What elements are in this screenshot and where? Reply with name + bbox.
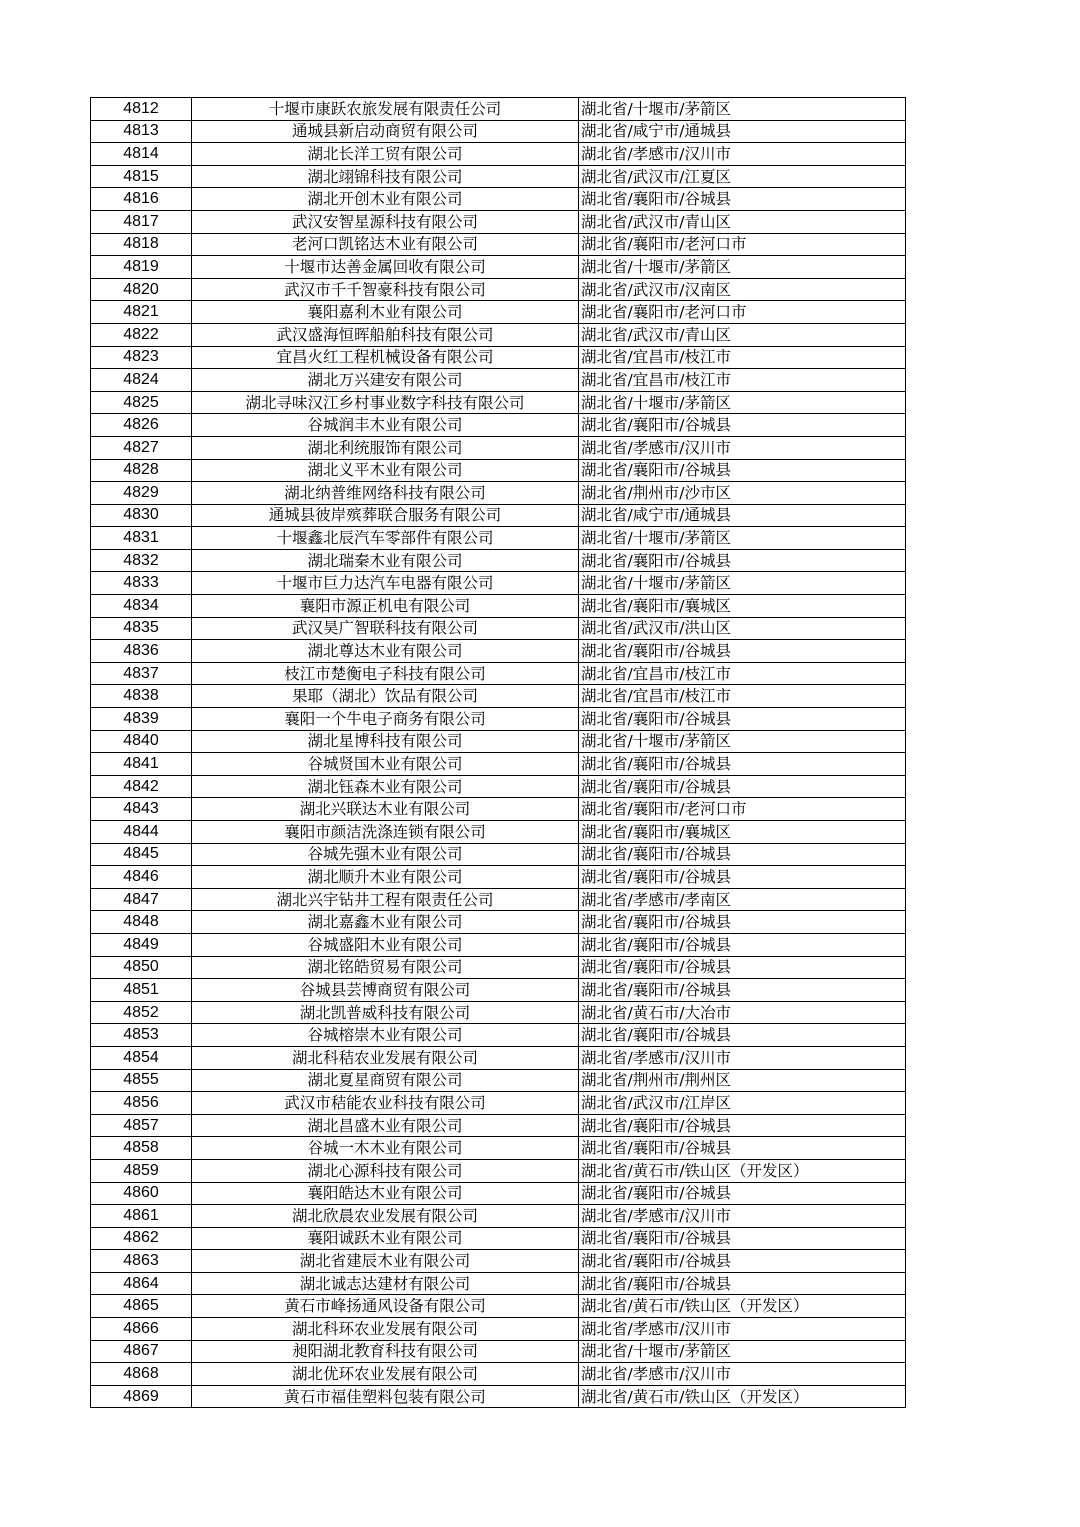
table-row <box>91 459 906 482</box>
region-cell: 湖北省/襄阳市/老河口市 <box>579 301 906 324</box>
table-row <box>91 1137 906 1160</box>
row-number-cell: 4843 <box>91 798 192 821</box>
region-cell: 湖北省/襄阳市/谷城县 <box>579 1250 906 1273</box>
row-number-cell: 4842 <box>91 775 192 798</box>
row-number-cell: 4832 <box>91 549 192 572</box>
company-name-cell: 襄阳市源正机电有限公司 <box>192 595 579 618</box>
company-name-cell: 湖北翊锦科技有限公司 <box>192 165 579 188</box>
table-row <box>91 369 906 392</box>
company-name-cell: 十堰市达善金属回收有限公司 <box>192 256 579 279</box>
region-cell: 湖北省/襄阳市/谷城县 <box>579 640 906 663</box>
company-name-cell: 湖北顺升木业有限公司 <box>192 866 579 889</box>
table-row <box>91 595 906 618</box>
row-number-cell: 4865 <box>91 1295 192 1318</box>
table-row <box>91 278 906 301</box>
row-number-cell: 4866 <box>91 1318 192 1341</box>
company-name-cell: 谷城县芸博商贸有限公司 <box>192 979 579 1002</box>
company-name-cell: 湖北科秸农业发展有限公司 <box>192 1046 579 1069</box>
table-row <box>91 821 906 844</box>
region-cell: 湖北省/宜昌市/枝江市 <box>579 662 906 685</box>
row-number-cell: 4823 <box>91 346 192 369</box>
region-cell: 湖北省/孝感市/汉川市 <box>579 1363 906 1386</box>
row-number-cell: 4844 <box>91 821 192 844</box>
company-name-cell: 湖北兴宇钻井工程有限责任公司 <box>192 888 579 911</box>
region-cell: 湖北省/襄阳市/谷城县 <box>579 1024 906 1047</box>
table-row <box>91 1385 906 1408</box>
region-cell: 湖北省/武汉市/青山区 <box>579 323 906 346</box>
region-cell: 湖北省/襄阳市/谷城县 <box>579 708 906 731</box>
region-cell: 湖北省/宜昌市/枝江市 <box>579 346 906 369</box>
row-number-cell: 4817 <box>91 210 192 233</box>
region-cell: 湖北省/襄阳市/谷城县 <box>579 188 906 211</box>
row-number-cell: 4856 <box>91 1092 192 1115</box>
row-number-cell: 4814 <box>91 143 192 166</box>
table-row <box>91 798 906 821</box>
table-row <box>91 956 906 979</box>
row-number-cell: 4848 <box>91 911 192 934</box>
region-cell: 湖北省/十堰市/茅箭区 <box>579 730 906 753</box>
table-row <box>91 549 906 572</box>
region-cell: 湖北省/十堰市/茅箭区 <box>579 256 906 279</box>
table-row <box>91 911 906 934</box>
region-cell: 湖北省/襄阳市/谷城县 <box>579 1227 906 1250</box>
table-row <box>91 979 906 1002</box>
table-row <box>91 753 906 776</box>
region-cell: 湖北省/十堰市/茅箭区 <box>579 98 906 121</box>
company-name-cell: 谷城一木木业有限公司 <box>192 1137 579 1160</box>
row-number-cell: 4854 <box>91 1046 192 1069</box>
region-cell: 湖北省/荆州市/荆州区 <box>579 1069 906 1092</box>
company-name-cell: 湖北凯普威科技有限公司 <box>192 1001 579 1024</box>
table-row <box>91 143 906 166</box>
table-row <box>91 1295 906 1318</box>
company-name-cell: 湖北义平木业有限公司 <box>192 459 579 482</box>
table-row <box>91 1250 906 1273</box>
region-cell: 湖北省/襄阳市/谷城县 <box>579 1137 906 1160</box>
table-row <box>91 1069 906 1092</box>
table-row <box>91 233 906 256</box>
table-row <box>91 1001 906 1024</box>
region-cell: 湖北省/襄阳市/襄城区 <box>579 595 906 618</box>
company-name-cell: 湖北诚志达建材有限公司 <box>192 1272 579 1295</box>
region-cell: 湖北省/襄阳市/老河口市 <box>579 798 906 821</box>
table-row <box>91 1340 906 1363</box>
row-number-cell: 4869 <box>91 1385 192 1408</box>
table-row <box>91 1092 906 1115</box>
row-number-cell: 4853 <box>91 1024 192 1047</box>
region-cell: 湖北省/黄石市/铁山区（开发区） <box>579 1385 906 1408</box>
row-number-cell: 4860 <box>91 1182 192 1205</box>
company-name-cell: 枝江市楚衡电子科技有限公司 <box>192 662 579 685</box>
region-cell: 湖北省/武汉市/江夏区 <box>579 165 906 188</box>
row-number-cell: 4833 <box>91 572 192 595</box>
company-name-cell: 湖北夏星商贸有限公司 <box>192 1069 579 1092</box>
region-cell: 湖北省/咸宁市/通城县 <box>579 120 906 143</box>
company-name-cell: 湖北尊达木业有限公司 <box>192 640 579 663</box>
table-row <box>91 414 906 437</box>
row-number-cell: 4849 <box>91 933 192 956</box>
company-name-cell: 湖北嘉鑫木业有限公司 <box>192 911 579 934</box>
table-row <box>91 301 906 324</box>
table-row <box>91 1318 906 1341</box>
table-row <box>91 1114 906 1137</box>
row-number-cell: 4828 <box>91 459 192 482</box>
region-cell: 湖北省/襄阳市/谷城县 <box>579 911 906 934</box>
company-name-cell: 武汉市秸能农业科技有限公司 <box>192 1092 579 1115</box>
table-row <box>91 888 906 911</box>
table-row <box>91 210 906 233</box>
row-number-cell: 4863 <box>91 1250 192 1273</box>
company-name-cell: 湖北科环农业发展有限公司 <box>192 1318 579 1341</box>
row-number-cell: 4818 <box>91 233 192 256</box>
company-name-cell: 襄阳诚跃木业有限公司 <box>192 1227 579 1250</box>
table-row <box>91 1182 906 1205</box>
company-name-cell: 湖北利统服饰有限公司 <box>192 436 579 459</box>
region-cell: 湖北省/襄阳市/谷城县 <box>579 933 906 956</box>
row-number-cell: 4841 <box>91 753 192 776</box>
row-number-cell: 4852 <box>91 1001 192 1024</box>
region-cell: 湖北省/襄阳市/谷城县 <box>579 753 906 776</box>
row-number-cell: 4851 <box>91 979 192 1002</box>
table-row <box>91 1205 906 1228</box>
row-number-cell: 4859 <box>91 1159 192 1182</box>
region-cell: 湖北省/襄阳市/谷城县 <box>579 866 906 889</box>
company-name-cell: 黄石市福佳塑料包装有限公司 <box>192 1385 579 1408</box>
company-name-cell: 襄阳嘉利木业有限公司 <box>192 301 579 324</box>
company-list-body <box>91 98 906 1408</box>
row-number-cell: 4858 <box>91 1137 192 1160</box>
company-name-cell: 昶阳湖北教育科技有限公司 <box>192 1340 579 1363</box>
company-name-cell: 湖北昌盛木业有限公司 <box>192 1114 579 1137</box>
table-row <box>91 1159 906 1182</box>
company-name-cell: 十堰市康跃农旅发展有限责任公司 <box>192 98 579 121</box>
table-row <box>91 662 906 685</box>
row-number-cell: 4862 <box>91 1227 192 1250</box>
table-row <box>91 323 906 346</box>
region-cell: 湖北省/襄阳市/谷城县 <box>579 775 906 798</box>
table-row <box>91 482 906 505</box>
region-cell: 湖北省/孝感市/汉川市 <box>579 1318 906 1341</box>
company-name-cell: 武汉盛海恒晖船舶科技有限公司 <box>192 323 579 346</box>
region-cell: 湖北省/襄阳市/谷城县 <box>579 956 906 979</box>
company-name-cell: 湖北开创木业有限公司 <box>192 188 579 211</box>
row-number-cell: 4829 <box>91 482 192 505</box>
company-name-cell: 十堰鑫北辰汽车零部件有限公司 <box>192 527 579 550</box>
company-name-cell: 谷城贤国木业有限公司 <box>192 753 579 776</box>
row-number-cell: 4820 <box>91 278 192 301</box>
company-name-cell: 谷城先强木业有限公司 <box>192 843 579 866</box>
row-number-cell: 4855 <box>91 1069 192 1092</box>
region-cell: 湖北省/襄阳市/襄城区 <box>579 821 906 844</box>
company-name-cell: 湖北纳普维网络科技有限公司 <box>192 482 579 505</box>
company-name-cell: 武汉昊广智联科技有限公司 <box>192 617 579 640</box>
region-cell: 湖北省/武汉市/青山区 <box>579 210 906 233</box>
table-row <box>91 165 906 188</box>
region-cell: 湖北省/黄石市/铁山区（开发区） <box>579 1295 906 1318</box>
row-number-cell: 4835 <box>91 617 192 640</box>
table-row <box>91 933 906 956</box>
company-name-cell: 湖北心源科技有限公司 <box>192 1159 579 1182</box>
table-row <box>91 346 906 369</box>
region-cell: 湖北省/十堰市/茅箭区 <box>579 1340 906 1363</box>
region-cell: 湖北省/黄石市/铁山区（开发区） <box>579 1159 906 1182</box>
company-name-cell: 湖北兴联达木业有限公司 <box>192 798 579 821</box>
row-number-cell: 4819 <box>91 256 192 279</box>
row-number-cell: 4813 <box>91 120 192 143</box>
company-name-cell: 十堰市巨力达汽车电器有限公司 <box>192 572 579 595</box>
region-cell: 湖北省/孝感市/汉川市 <box>579 436 906 459</box>
region-cell: 湖北省/襄阳市/谷城县 <box>579 459 906 482</box>
row-number-cell: 4864 <box>91 1272 192 1295</box>
company-name-cell: 湖北欣晨农业发展有限公司 <box>192 1205 579 1228</box>
row-number-cell: 4838 <box>91 685 192 708</box>
region-cell: 湖北省/黄石市/大冶市 <box>579 1001 906 1024</box>
row-number-cell: 4826 <box>91 414 192 437</box>
company-name-cell: 谷城润丰木业有限公司 <box>192 414 579 437</box>
company-name-cell: 老河口凯铭达木业有限公司 <box>192 233 579 256</box>
company-name-cell: 湖北瑞秦木业有限公司 <box>192 549 579 572</box>
company-name-cell: 湖北省建辰木业有限公司 <box>192 1250 579 1273</box>
row-number-cell: 4845 <box>91 843 192 866</box>
region-cell: 湖北省/十堰市/茅箭区 <box>579 527 906 550</box>
company-name-cell: 襄阳市颜洁洗涤连锁有限公司 <box>192 821 579 844</box>
table-row <box>91 843 906 866</box>
region-cell: 湖北省/荆州市/沙市区 <box>579 482 906 505</box>
table-row <box>91 775 906 798</box>
company-name-cell: 襄阳一个牛电子商务有限公司 <box>192 708 579 731</box>
company-name-cell: 黄石市峰扬通风设备有限公司 <box>192 1295 579 1318</box>
row-number-cell: 4834 <box>91 595 192 618</box>
row-number-cell: 4824 <box>91 369 192 392</box>
table-row <box>91 120 906 143</box>
company-name-cell: 武汉市千千智豪科技有限公司 <box>192 278 579 301</box>
table-row <box>91 1272 906 1295</box>
region-cell: 湖北省/武汉市/江岸区 <box>579 1092 906 1115</box>
table-row <box>91 640 906 663</box>
region-cell: 湖北省/襄阳市/老河口市 <box>579 233 906 256</box>
region-cell: 湖北省/宜昌市/枝江市 <box>579 685 906 708</box>
row-number-cell: 4836 <box>91 640 192 663</box>
table-row <box>91 708 906 731</box>
company-name-cell: 宜昌火红工程机械设备有限公司 <box>192 346 579 369</box>
table-row <box>91 504 906 527</box>
company-name-cell: 湖北万兴建安有限公司 <box>192 369 579 392</box>
row-number-cell: 4857 <box>91 1114 192 1137</box>
region-cell: 湖北省/武汉市/汉南区 <box>579 278 906 301</box>
table-row <box>91 1227 906 1250</box>
row-number-cell: 4831 <box>91 527 192 550</box>
table-row <box>91 188 906 211</box>
table-row <box>91 572 906 595</box>
region-cell: 湖北省/孝感市/孝南区 <box>579 888 906 911</box>
company-name-cell: 湖北寻味汉江乡村事业数字科技有限公司 <box>192 391 579 414</box>
table-row <box>91 527 906 550</box>
row-number-cell: 4812 <box>91 98 192 121</box>
table-row <box>91 391 906 414</box>
row-number-cell: 4830 <box>91 504 192 527</box>
region-cell: 湖北省/襄阳市/谷城县 <box>579 843 906 866</box>
row-number-cell: 4815 <box>91 165 192 188</box>
table-row <box>91 617 906 640</box>
company-name-cell: 襄阳皓达木业有限公司 <box>192 1182 579 1205</box>
company-name-cell: 通城县彼岸殡葬联合服务有限公司 <box>192 504 579 527</box>
region-cell: 湖北省/襄阳市/谷城县 <box>579 979 906 1002</box>
row-number-cell: 4840 <box>91 730 192 753</box>
row-number-cell: 4850 <box>91 956 192 979</box>
company-name-cell: 武汉安智星源科技有限公司 <box>192 210 579 233</box>
row-number-cell: 4868 <box>91 1363 192 1386</box>
region-cell: 湖北省/襄阳市/谷城县 <box>579 1272 906 1295</box>
row-number-cell: 4846 <box>91 866 192 889</box>
row-number-cell: 4822 <box>91 323 192 346</box>
company-name-cell: 湖北钰森木业有限公司 <box>192 775 579 798</box>
row-number-cell: 4827 <box>91 436 192 459</box>
company-name-cell: 谷城盛阳木业有限公司 <box>192 933 579 956</box>
company-name-cell: 湖北星博科技有限公司 <box>192 730 579 753</box>
region-cell: 湖北省/襄阳市/谷城县 <box>579 1114 906 1137</box>
region-cell: 湖北省/十堰市/茅箭区 <box>579 391 906 414</box>
region-cell: 湖北省/十堰市/茅箭区 <box>579 572 906 595</box>
table-row <box>91 730 906 753</box>
company-name-cell: 果耶（湖北）饮品有限公司 <box>192 685 579 708</box>
table-row <box>91 685 906 708</box>
region-cell: 湖北省/孝感市/汉川市 <box>579 143 906 166</box>
row-number-cell: 4867 <box>91 1340 192 1363</box>
region-cell: 湖北省/襄阳市/谷城县 <box>579 1182 906 1205</box>
region-cell: 湖北省/孝感市/汉川市 <box>579 1046 906 1069</box>
company-name-cell: 湖北优环农业发展有限公司 <box>192 1363 579 1386</box>
company-name-cell: 湖北铭皓贸易有限公司 <box>192 956 579 979</box>
row-number-cell: 4825 <box>91 391 192 414</box>
row-number-cell: 4837 <box>91 662 192 685</box>
row-number-cell: 4821 <box>91 301 192 324</box>
region-cell: 湖北省/宜昌市/枝江市 <box>579 369 906 392</box>
company-name-cell: 湖北长洋工贸有限公司 <box>192 143 579 166</box>
table-row <box>91 436 906 459</box>
region-cell: 湖北省/襄阳市/谷城县 <box>579 549 906 572</box>
table-row <box>91 256 906 279</box>
row-number-cell: 4816 <box>91 188 192 211</box>
table-row <box>91 866 906 889</box>
region-cell: 湖北省/襄阳市/谷城县 <box>579 414 906 437</box>
row-number-cell: 4861 <box>91 1205 192 1228</box>
region-cell: 湖北省/孝感市/汉川市 <box>579 1205 906 1228</box>
row-number-cell: 4847 <box>91 888 192 911</box>
company-name-cell: 谷城榕崇木业有限公司 <box>192 1024 579 1047</box>
table-row <box>91 1046 906 1069</box>
table-row <box>91 1363 906 1386</box>
row-number-cell: 4839 <box>91 708 192 731</box>
region-cell: 湖北省/武汉市/洪山区 <box>579 617 906 640</box>
table-row <box>91 1024 906 1047</box>
region-cell: 湖北省/咸宁市/通城县 <box>579 504 906 527</box>
table-row <box>91 98 906 121</box>
company-list-table <box>90 97 906 1408</box>
company-name-cell: 通城县新启动商贸有限公司 <box>192 120 579 143</box>
